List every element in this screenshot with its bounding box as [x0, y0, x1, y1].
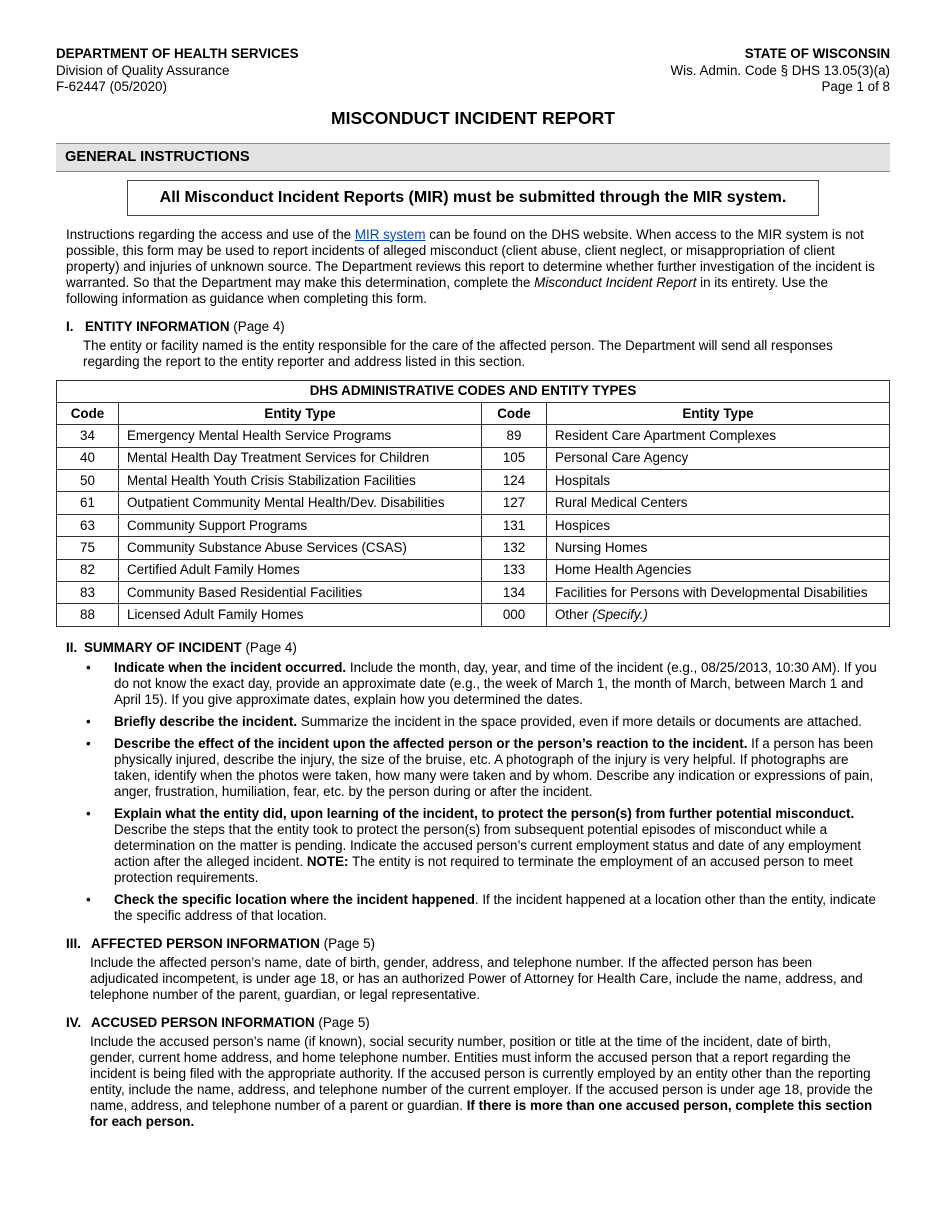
- cell-entity: Mental Health Youth Crisis Stabilization Facilities: [119, 470, 482, 492]
- section-3-number: III.: [66, 935, 81, 951]
- cell-entity: Emergency Mental Health Service Programs: [119, 425, 482, 447]
- cell-code: 132: [482, 537, 547, 559]
- cell-entity: Facilities for Persons with Developmental Disabilities: [547, 582, 890, 604]
- table-row: [57, 537, 890, 559]
- cell-code: 133: [482, 559, 547, 581]
- cell-entity: Community Substance Abuse Services (CSAS): [119, 537, 482, 559]
- intro-text-end: in its entirety. Use the following information as guidance when completing this form.: [66, 274, 828, 306]
- section-1-page: (Page 4): [229, 318, 285, 334]
- other-specify-label: (Specify.): [592, 607, 648, 623]
- cell-code: 75: [57, 537, 119, 559]
- section-2-title: SUMMARY OF INCIDENT: [84, 639, 242, 655]
- form-page: [56, 46, 890, 1130]
- cell-entity: Outpatient Community Mental Health/Dev. Disabilities: [119, 492, 482, 514]
- section-2-bullets: [56, 660, 890, 924]
- list-item: [86, 805, 878, 886]
- intro-paragraph: [66, 227, 880, 307]
- cell-code: 82: [57, 559, 119, 581]
- section-4-body: Include the accused person’s name (if known), social security number, position or title at the time of the incident, date of birth, gender, current home address, and home telephone number. Entities must inform the accused person that a report regarding the incident is being filed with the appropriate authority. If the accused person is currently employed by an entity other than the reporting entity, include the name, address, and telephone number of the current employer. If the accused person is under age 18, provide the name, address, and telephone number of a parent or guardian.: [90, 1033, 873, 1113]
- bullet-lead: Describe the effect of the incident upon the affected person or the person’s reaction to the incident.: [114, 735, 748, 751]
- cell-code: 34: [57, 425, 119, 447]
- cell-entity: Licensed Adult Family Homes: [119, 604, 482, 626]
- bullet-text: . If the incident happened at a location other than the entity, indicate the specific address of that location.: [114, 891, 876, 923]
- header-left: [56, 46, 299, 96]
- form-title: MISCONDUCT INCIDENT REPORT: [331, 107, 615, 128]
- bullet-text: Include the month, day, year, and time of the incident (e.g., 08/25/2013, 10:30 AM). If you do not know the exact day, provide an approximate date (e.g., the week of March 1, the month of March, between March 1 and April 15). If you give approximate dates, explain how you determined the dates.: [114, 659, 877, 707]
- cell-entity: Nursing Homes: [547, 537, 890, 559]
- cell-code: 000: [482, 604, 547, 626]
- cell-code: 83: [57, 582, 119, 604]
- section-1-text: The entity or facility named is the entity responsible for the care of the affected person. The Department will send all responses regarding the report to the entity reporter and address listed in this section.: [83, 337, 833, 369]
- cell-code: 89: [482, 425, 547, 447]
- cell-entity: Community Based Residential Facilities: [119, 582, 482, 604]
- table-header-row: [57, 402, 890, 424]
- cell-entity: Certified Adult Family Homes: [119, 559, 482, 581]
- bullet-text: The entity is not required to terminate the employment of an accused person to meet protection requirements.: [114, 853, 853, 885]
- list-item: [86, 659, 878, 708]
- section-2-number: II.: [66, 639, 78, 655]
- cell-entity: Hospices: [547, 514, 890, 536]
- cell-code: 50: [57, 470, 119, 492]
- cell-entity: Home Health Agencies: [547, 559, 890, 581]
- section-1-number: I.: [66, 318, 74, 334]
- table-row: [57, 604, 890, 626]
- bullet-note: NOTE:: [306, 853, 349, 869]
- section-3-heading: [66, 936, 890, 952]
- cell-entity: Community Support Programs: [119, 514, 482, 536]
- col-code-1: Code: [57, 402, 119, 424]
- section-3-page: (Page 5): [319, 935, 375, 951]
- cell-code: 40: [57, 447, 119, 469]
- table-row: [57, 582, 890, 604]
- mir-system-link[interactable]: MIR system: [354, 226, 426, 242]
- cell-code: 88: [57, 604, 119, 626]
- bullet-text: Describe the steps that the entity took to protect the person(s) from subsequent potential episodes of misconduct while a determination on the matter is pending. Indicate the accused person’s current employment status and date of any employment action after the alleged incident.: [114, 821, 862, 869]
- section-3-title: AFFECTED PERSON INFORMATION: [91, 935, 320, 951]
- bullet-text: Summarize the incident in the space provided, even if more details or documents are attached.: [297, 713, 863, 729]
- mir-notice-box: All Misconduct Incident Reports (MIR) must be submitted through the MIR system.: [127, 180, 819, 216]
- bullet-text: If a person has been physically injured, describe the injury, the size of the bruise, etc. A photograph of the injury is very helpful. If photographs are taken, identify when the photos were taken, how many were taken and by whom. Describe any indication or expressions of pain, anger, frustration, humiliation, fear, etc. by the person during or after the incident.: [114, 735, 874, 799]
- list-item: [86, 735, 878, 800]
- cell-code: 63: [57, 514, 119, 536]
- table-row: [57, 470, 890, 492]
- cell-entity: Resident Care Apartment Complexes: [547, 425, 890, 447]
- table-row: [57, 492, 890, 514]
- section-4-title: ACCUSED PERSON INFORMATION: [91, 1014, 315, 1030]
- admin-code: Wis. Admin. Code § DHS 13.05(3)(a): [670, 62, 890, 78]
- intro-form-name: Misconduct Incident Report: [534, 274, 697, 290]
- section-2-page: (Page 4): [241, 639, 297, 655]
- cell-code: 131: [482, 514, 547, 536]
- cell-code: 105: [482, 447, 547, 469]
- section-4-page: (Page 5): [314, 1014, 370, 1030]
- state-name: STATE OF WISCONSIN: [744, 46, 890, 61]
- bullet-icon: •: [86, 805, 91, 821]
- table-row: [57, 447, 890, 469]
- cell-code: 124: [482, 470, 547, 492]
- entity-codes-table: [56, 380, 890, 627]
- cell-code: 61: [57, 492, 119, 514]
- intro-text: Instructions regarding the access and use of the: [66, 226, 355, 242]
- cell-entity: Rural Medical Centers: [547, 492, 890, 514]
- section-4-number: IV.: [66, 1014, 82, 1030]
- cell-entity: Personal Care Agency: [547, 447, 890, 469]
- cell-entity: [547, 604, 890, 626]
- table-row: [57, 425, 890, 447]
- section-4-text: [90, 1034, 874, 1130]
- col-code-2: Code: [482, 402, 547, 424]
- section-1-heading: [66, 319, 890, 335]
- list-item: [86, 891, 878, 924]
- section-4-bold-note: If there is more than one accused person, complete this section for each person.: [90, 1097, 873, 1129]
- form-header: [56, 46, 890, 96]
- cell-code: 127: [482, 492, 547, 514]
- bullet-lead: Explain what the entity did, upon learning of the incident, to protect the person(s) from further potential misconduct.: [114, 805, 855, 821]
- bullet-lead: Briefly describe the incident.: [114, 713, 298, 729]
- other-label: Other: [555, 607, 593, 623]
- section-3-text: Include the affected person’s name, date of birth, gender, address, and telephone number. If the affected person has been adjudicated incompetent, is under age 18, or has an authorized Power of Attorney for Health Care, include the name, address, and telephone number of the parent, guardian, or legal representative.: [90, 954, 863, 1002]
- bullet-icon: •: [86, 659, 91, 675]
- section-1-title: ENTITY INFORMATION: [85, 318, 230, 334]
- table-row: [57, 559, 890, 581]
- col-entity-type-1: Entity Type: [119, 402, 482, 424]
- bullet-icon: •: [86, 735, 91, 751]
- department-name: DEPARTMENT OF HEALTH SERVICES: [56, 46, 299, 61]
- bullet-lead: Indicate when the incident occurred.: [114, 659, 347, 675]
- cell-code: 134: [482, 582, 547, 604]
- general-instructions-heading: GENERAL INSTRUCTIONS: [56, 143, 890, 172]
- col-entity-type-2: Entity Type: [547, 402, 890, 424]
- section-4-heading: [66, 1015, 890, 1031]
- form-number: F-62447 (05/2020): [56, 79, 167, 94]
- header-right: [670, 46, 890, 96]
- list-item: [86, 713, 878, 730]
- table-row: [57, 514, 890, 536]
- table-caption: DHS ADMINISTRATIVE CODES AND ENTITY TYPES: [57, 380, 890, 402]
- bullet-icon: •: [86, 713, 91, 729]
- division-name: Division of Quality Assurance: [56, 62, 230, 78]
- page-number: Page 1 of 8: [821, 79, 890, 94]
- bullet-lead: Check the specific location where the incident happened: [114, 891, 475, 907]
- bullet-icon: •: [86, 891, 91, 907]
- cell-entity: Mental Health Day Treatment Services for Children: [119, 447, 482, 469]
- intro-text-cont: can be found on the DHS website. When access to the MIR system is not possible, this form may be used to report incidents of alleged misconduct (client abuse, client neglect, or misappropriation of client property) and injuries of unknown source. The Department reviews this report to determine whether further investigation of the incident is warranted. So that the Department may make this determination, complete the: [66, 226, 875, 290]
- section-2-heading: [66, 640, 890, 656]
- cell-entity: Hospitals: [547, 470, 890, 492]
